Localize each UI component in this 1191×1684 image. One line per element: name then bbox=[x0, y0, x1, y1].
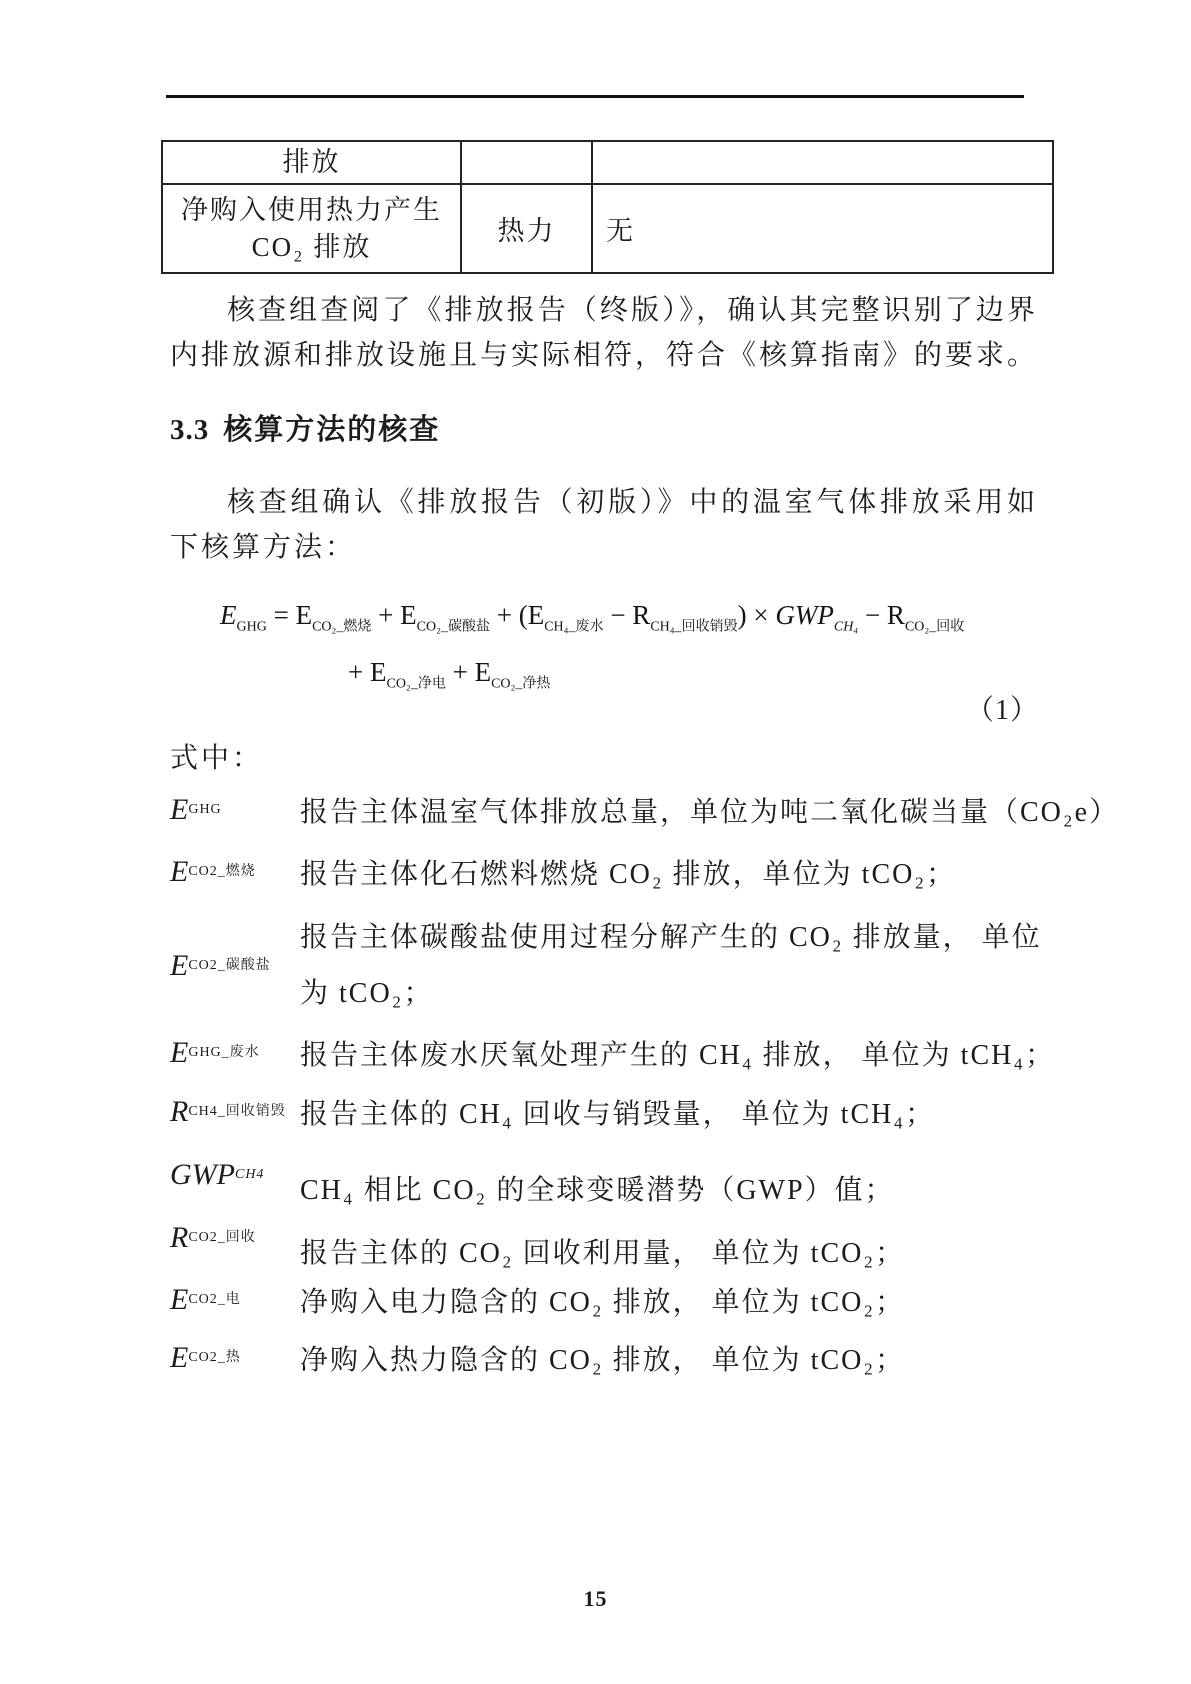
definition-row bbox=[170, 1272, 1038, 1328]
formula-term: E bbox=[527, 600, 545, 630]
formula-term: GWP bbox=[775, 600, 834, 630]
table-row bbox=[162, 184, 1053, 273]
variable-symbol: E GHG_废水 bbox=[170, 1036, 260, 1069]
table-cell-facility: 无 bbox=[592, 184, 1053, 273]
formula-term: R bbox=[886, 600, 905, 630]
formula-term: E bbox=[400, 600, 417, 630]
variable-definition-text: 报告主体碳酸盐使用过程分解产生的 CO₂ 排放量， 单位为 tCO₂； bbox=[300, 922, 1042, 1009]
variable-symbol: E GHG bbox=[170, 793, 222, 826]
variable-definition-text: 报告主体化石燃料燃烧 CO₂ 排放，单位为 tCO₂； bbox=[300, 859, 957, 890]
formula-term-subscript: CO₂_回收 bbox=[904, 619, 965, 635]
formula-term: E bbox=[474, 657, 492, 687]
formula-term: E bbox=[220, 600, 237, 630]
where-label: 式中： bbox=[170, 743, 264, 774]
variable-symbol-main: E bbox=[170, 855, 189, 888]
definition-row bbox=[170, 1025, 1056, 1081]
variable-symbol: R CO2_回收 bbox=[170, 1221, 256, 1254]
formula-term: − bbox=[603, 600, 633, 630]
variable-definition-text: CH₄ 相比 CO₂ 的全球变暖潜势（GWP）值； bbox=[300, 1175, 895, 1206]
section-heading bbox=[170, 407, 440, 448]
variable-symbol-main: E bbox=[170, 1341, 189, 1374]
formula-term-subscript: GHG bbox=[236, 619, 267, 635]
variable-definition-text: 净购入电力隐含的 CO₂ 排放， 单位为 tCO₂； bbox=[300, 1287, 906, 1318]
variable-symbol-main: E bbox=[170, 949, 189, 982]
formula-term-subscript: CO₂_燃烧 bbox=[312, 619, 372, 635]
emission-source-table bbox=[161, 140, 1054, 274]
header-rule bbox=[166, 95, 1024, 98]
table-cell-energy: 热力 bbox=[461, 184, 592, 273]
formula-term: − bbox=[858, 600, 887, 630]
table-row bbox=[162, 141, 1053, 184]
definition-row bbox=[170, 1330, 1038, 1386]
variable-symbol: GWP CH4 bbox=[170, 1158, 265, 1191]
table-cell-emission-type: 排放 bbox=[162, 141, 461, 184]
formula-term: ) × bbox=[737, 600, 776, 630]
variable-symbol-main: GWP bbox=[170, 1158, 235, 1191]
definition-row bbox=[170, 1084, 1038, 1140]
table-cell-facility bbox=[592, 141, 1053, 184]
formula-term: E bbox=[295, 600, 313, 630]
section-number: 3.3 bbox=[170, 414, 210, 446]
formula-term-subscript: CH₄_回收销毁 bbox=[650, 619, 738, 635]
equation-number: （1） bbox=[965, 695, 1039, 726]
definition-row bbox=[170, 782, 1120, 838]
formula-term-subscript: CO₂_净电 bbox=[386, 676, 446, 692]
variable-symbol: E CO2_热 bbox=[170, 1341, 241, 1374]
variable-definition-text: 报告主体废水厌氧处理产生的 CH₄ 排放， 单位为 tCH₄； bbox=[300, 1040, 1056, 1071]
variable-symbol-main: E bbox=[170, 1283, 189, 1316]
formula-term-subscript: CO₂_净热 bbox=[491, 676, 551, 692]
variable-definition-text: 报告主体的 CO₂ 回收利用量， 单位为 tCO₂； bbox=[300, 1238, 906, 1269]
definition-row bbox=[170, 910, 1042, 1022]
formula-term-subscript: CO₂_碳酸盐 bbox=[416, 619, 490, 635]
table-cell-emission-type: 净购入使用热力产生 CO₂ 排放 bbox=[162, 184, 461, 273]
page-number: 15 bbox=[583, 1586, 608, 1611]
variable-symbol: E CO2_碳酸盐 bbox=[170, 949, 271, 982]
variable-definition-text: 报告主体温室气体排放总量，单位为吨二氧化碳当量（CO₂e） bbox=[300, 797, 1120, 828]
definition-row bbox=[170, 1223, 1038, 1279]
ghg-formula-line2 bbox=[348, 657, 551, 692]
formula-term: = bbox=[266, 600, 296, 630]
variable-symbol: R CH4_回收销毁 bbox=[170, 1095, 286, 1128]
variable-symbol: E CO2_电 bbox=[170, 1283, 241, 1316]
variable-symbol-main: R bbox=[170, 1221, 189, 1254]
variable-symbol-main: E bbox=[170, 793, 189, 826]
table-cell-energy bbox=[461, 141, 592, 184]
ghg-formula-line1 bbox=[220, 600, 965, 635]
definition-row bbox=[170, 1160, 1038, 1216]
variable-symbol: E CO2_燃烧 bbox=[170, 855, 256, 888]
paragraph-verification-final-report: 核查组查阅了《排放报告（终版）》，确认其完整识别了边界内排放源和排放设施且与实际相符，符合《核算指南》的要求。 bbox=[170, 295, 1039, 371]
formula-term-subscript: CH₄ bbox=[833, 619, 859, 635]
formula-term-subscript: CH₄_废水 bbox=[544, 619, 604, 635]
formula-term: R bbox=[632, 600, 651, 630]
variable-definition-text: 净购入热力隐含的 CO₂ 排放， 单位为 tCO₂； bbox=[300, 1345, 906, 1376]
variable-definition-text: 报告主体的 CH₄ 回收与销毁量， 单位为 tCH₄； bbox=[300, 1099, 936, 1130]
section-title: 核算方法的核查 bbox=[223, 414, 441, 446]
formula-term: + bbox=[371, 600, 401, 630]
variable-symbol-main: R bbox=[170, 1095, 189, 1128]
formula-term: E bbox=[369, 657, 387, 687]
variable-symbol-main: E bbox=[170, 1036, 189, 1069]
paragraph-accounting-method-intro: 核查组确认《排放报告（初版）》中的温室气体排放采用如下核算方法： bbox=[170, 487, 1038, 563]
formula-term: + ( bbox=[490, 600, 528, 630]
formula-term: + bbox=[348, 657, 370, 687]
formula-term: + bbox=[445, 657, 475, 687]
definition-row bbox=[170, 844, 1038, 900]
